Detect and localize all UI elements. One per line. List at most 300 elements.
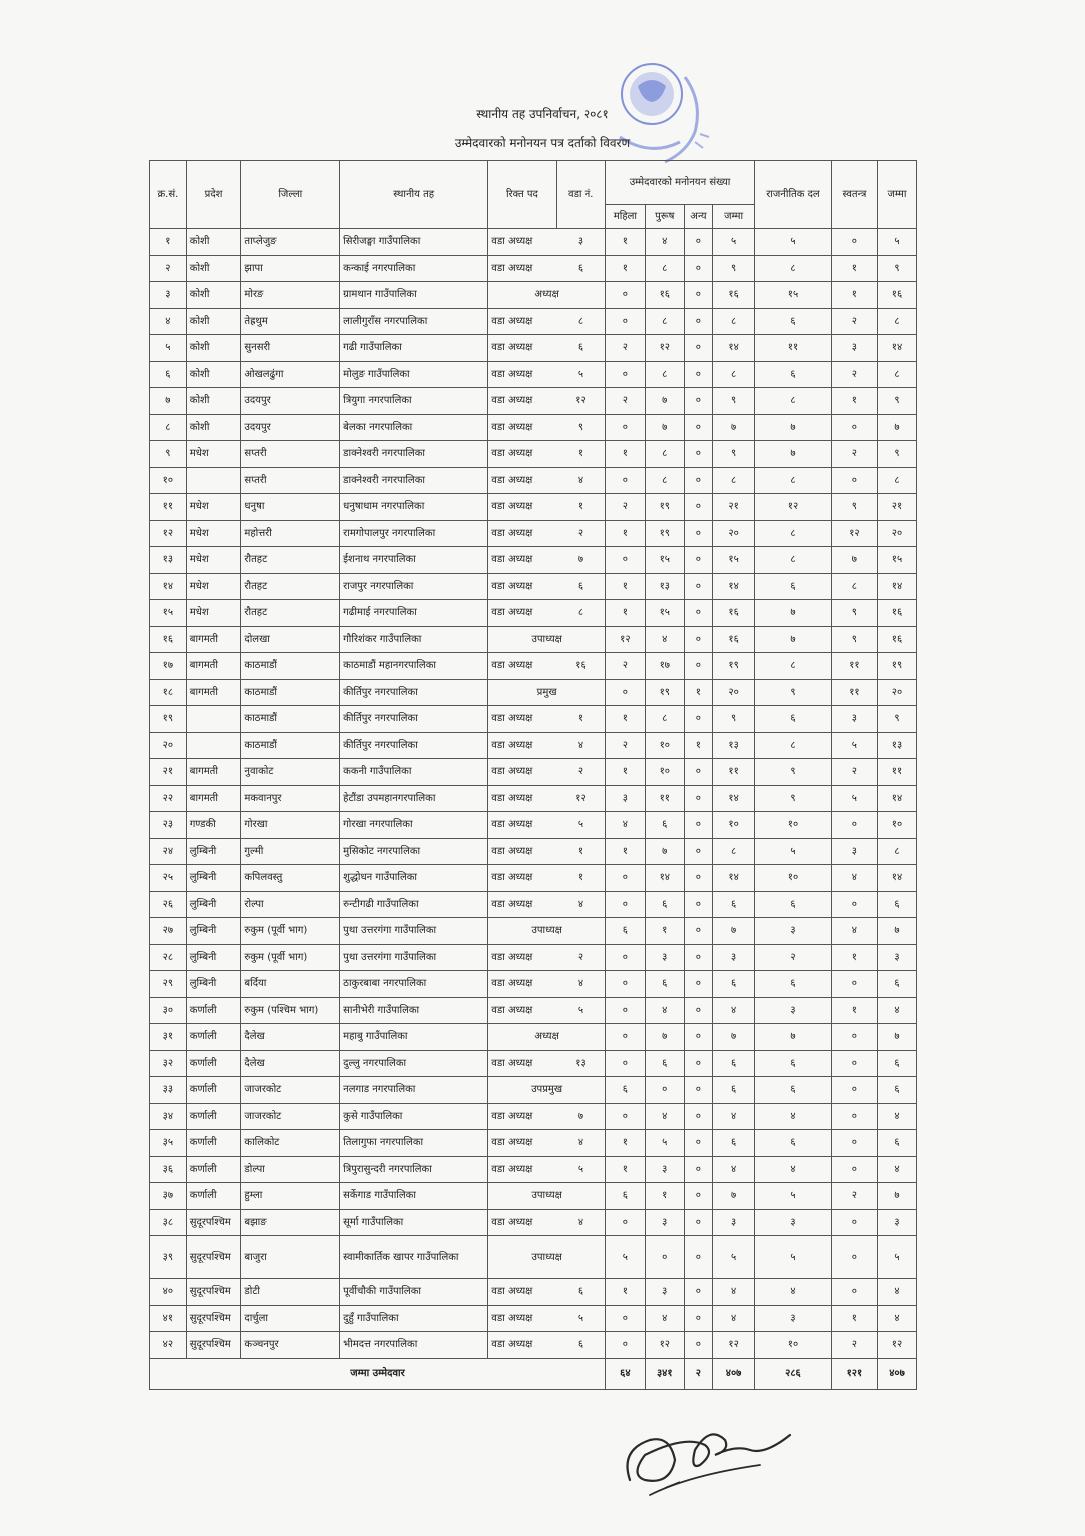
cell-district: रोल्पा bbox=[241, 891, 340, 918]
cell-male: ० bbox=[645, 1236, 684, 1279]
cell-party: ४ bbox=[755, 1103, 832, 1130]
cell-total: १६ bbox=[878, 626, 917, 653]
cell-sn: ३५ bbox=[150, 1130, 187, 1157]
cell-other: ० bbox=[684, 1130, 712, 1157]
cell-male: १७ bbox=[645, 653, 684, 680]
official-signature bbox=[610, 1400, 830, 1510]
cell-male: ४ bbox=[645, 1305, 684, 1332]
cell-female: ६ bbox=[605, 1077, 645, 1104]
cell-female: ० bbox=[605, 414, 645, 441]
cell-vacant-post: वडा अध्यक्ष bbox=[488, 573, 556, 600]
cell-female: ० bbox=[605, 1050, 645, 1077]
cell-party: ६ bbox=[755, 1077, 832, 1104]
cell-ward-no: २ bbox=[556, 759, 605, 786]
cell-male: ३ bbox=[645, 944, 684, 971]
cell-sum: ९ bbox=[713, 255, 755, 282]
cell-female: ० bbox=[605, 361, 645, 388]
cell-total: १४ bbox=[878, 335, 917, 362]
cell-district: दोलखा bbox=[241, 626, 340, 653]
cell-ward-no: ४ bbox=[556, 732, 605, 759]
cell-party: ६ bbox=[755, 1130, 832, 1157]
cell-male: ४ bbox=[645, 997, 684, 1024]
cell-vacant-post: वडा अध्यक्ष bbox=[488, 308, 556, 335]
header-male: पुरूष bbox=[645, 205, 684, 229]
cell-sn: २० bbox=[150, 732, 187, 759]
cell-other: ० bbox=[684, 335, 712, 362]
cell-sum: ४ bbox=[713, 997, 755, 1024]
cell-local-level: ठाकुरबाबा नगरपालिका bbox=[340, 971, 488, 998]
cell-male: १३ bbox=[645, 573, 684, 600]
cell-independent: २ bbox=[831, 1183, 877, 1210]
cell-other: ० bbox=[684, 547, 712, 574]
cell-local-level: त्रिपुरासुन्दरी नगरपालिका bbox=[340, 1156, 488, 1183]
cell-total: ९ bbox=[878, 255, 917, 282]
cell-sn: १२ bbox=[150, 520, 187, 547]
cell-total: ८ bbox=[878, 361, 917, 388]
cell-other: ० bbox=[684, 997, 712, 1024]
cell-other: ० bbox=[684, 255, 712, 282]
cell-female: ५ bbox=[605, 1236, 645, 1279]
cell-male: १९ bbox=[645, 679, 684, 706]
cell-vacant-post: वडा अध्यक्ष bbox=[488, 414, 556, 441]
nomination-table bbox=[149, 160, 917, 1390]
cell-party: ७ bbox=[755, 441, 832, 468]
header-total: जम्मा bbox=[878, 161, 917, 229]
table-row bbox=[150, 335, 917, 362]
cell-other: ० bbox=[684, 494, 712, 521]
table-row bbox=[150, 944, 917, 971]
cell-female: ० bbox=[605, 467, 645, 494]
cell-ward-no: ४ bbox=[556, 1209, 605, 1236]
cell-male: ८ bbox=[645, 706, 684, 733]
cell-ward-no: ५ bbox=[556, 997, 605, 1024]
cell-independent: १ bbox=[831, 997, 877, 1024]
cell-district: रुकुम (पूर्वी भाग) bbox=[241, 944, 340, 971]
cell-district: कालिकोट bbox=[241, 1130, 340, 1157]
cell-sn: ३ bbox=[150, 282, 187, 309]
cell-sum: १६ bbox=[713, 600, 755, 627]
cell-male: ४ bbox=[645, 1103, 684, 1130]
cell-vacant-post: प्रमुख bbox=[488, 679, 606, 706]
cell-other: ० bbox=[684, 467, 712, 494]
cell-sum: ५ bbox=[713, 1236, 755, 1279]
cell-female: ० bbox=[605, 865, 645, 892]
cell-province: कोशी bbox=[186, 229, 241, 256]
cell-sn: ३३ bbox=[150, 1077, 187, 1104]
cell-male: १६ bbox=[645, 282, 684, 309]
cell-male: १ bbox=[645, 918, 684, 945]
cell-total: ९ bbox=[878, 441, 917, 468]
cell-total: ८ bbox=[878, 838, 917, 865]
cell-party: ४ bbox=[755, 1156, 832, 1183]
cell-vacant-post: उपाध्यक्ष bbox=[488, 918, 606, 945]
total-grand: ४०७ bbox=[878, 1358, 917, 1389]
cell-local-level: दुल्लु नगरपालिका bbox=[340, 1050, 488, 1077]
cell-province: मधेश bbox=[186, 573, 241, 600]
cell-district: उदयपुर bbox=[241, 414, 340, 441]
cell-independent: १ bbox=[831, 388, 877, 415]
cell-local-level: राजपुर नगरपालिका bbox=[340, 573, 488, 600]
cell-party: २ bbox=[755, 944, 832, 971]
cell-sum: ६ bbox=[713, 1050, 755, 1077]
cell-sn: ३४ bbox=[150, 1103, 187, 1130]
cell-other: ० bbox=[684, 388, 712, 415]
cell-province: सुदूरपश्चिम bbox=[186, 1279, 241, 1306]
cell-vacant-post: वडा अध्यक्ष bbox=[488, 1103, 556, 1130]
cell-independent: ० bbox=[831, 1103, 877, 1130]
cell-party: ९ bbox=[755, 759, 832, 786]
cell-vacant-post: वडा अध्यक्ष bbox=[488, 653, 556, 680]
table-row bbox=[150, 1305, 917, 1332]
cell-district: बझाङ bbox=[241, 1209, 340, 1236]
total-female: ६४ bbox=[605, 1358, 645, 1389]
cell-district: गोरखा bbox=[241, 812, 340, 839]
cell-vacant-post: वडा अध्यक्ष bbox=[488, 229, 556, 256]
cell-ward-no: ७ bbox=[556, 1103, 605, 1130]
cell-party: ९ bbox=[755, 679, 832, 706]
cell-sum: १० bbox=[713, 812, 755, 839]
cell-local-level: गौरिशंकर गाउँपालिका bbox=[340, 626, 488, 653]
cell-province: कोशी bbox=[186, 361, 241, 388]
cell-female: १ bbox=[605, 1279, 645, 1306]
table-row bbox=[150, 732, 917, 759]
cell-ward-no: ५ bbox=[556, 1305, 605, 1332]
cell-sn: ११ bbox=[150, 494, 187, 521]
cell-male: १९ bbox=[645, 494, 684, 521]
cell-province: लुम्बिनी bbox=[186, 944, 241, 971]
cell-party: ६ bbox=[755, 1050, 832, 1077]
cell-total: ६ bbox=[878, 971, 917, 998]
cell-district: ताप्लेजुङ bbox=[241, 229, 340, 256]
cell-independent: १ bbox=[831, 282, 877, 309]
cell-independent: ० bbox=[831, 229, 877, 256]
cell-male: ८ bbox=[645, 255, 684, 282]
cell-sn: ९ bbox=[150, 441, 187, 468]
cell-ward-no: ५ bbox=[556, 361, 605, 388]
cell-province: कर्णाली bbox=[186, 1130, 241, 1157]
cell-sn: १ bbox=[150, 229, 187, 256]
cell-male: ११ bbox=[645, 785, 684, 812]
cell-local-level: मोलुङ गाउँपालिका bbox=[340, 361, 488, 388]
cell-total: ६ bbox=[878, 1130, 917, 1157]
cell-sum: २० bbox=[713, 679, 755, 706]
cell-local-level: कीर्तिपुर नगरपालिका bbox=[340, 679, 488, 706]
table-row bbox=[150, 520, 917, 547]
cell-sum: ४ bbox=[713, 1103, 755, 1130]
cell-total: ९ bbox=[878, 388, 917, 415]
cell-sn: ३० bbox=[150, 997, 187, 1024]
cell-vacant-post: वडा अध्यक्ष bbox=[488, 494, 556, 521]
table-row bbox=[150, 1103, 917, 1130]
cell-vacant-post: अध्यक्ष bbox=[488, 282, 606, 309]
cell-independent: १ bbox=[831, 944, 877, 971]
cell-female: ० bbox=[605, 308, 645, 335]
cell-independent: २ bbox=[831, 441, 877, 468]
total-party: २८६ bbox=[755, 1358, 832, 1389]
cell-province: मधेश bbox=[186, 494, 241, 521]
cell-other: ० bbox=[684, 1332, 712, 1359]
cell-independent: १ bbox=[831, 1305, 877, 1332]
cell-local-level: डाक्नेश्वरी नगरपालिका bbox=[340, 467, 488, 494]
cell-district: नुवाकोट bbox=[241, 759, 340, 786]
cell-ward-no: ६ bbox=[556, 1279, 605, 1306]
cell-male: ६ bbox=[645, 971, 684, 998]
cell-total: ७ bbox=[878, 414, 917, 441]
cell-province: लुम्बिनी bbox=[186, 891, 241, 918]
cell-vacant-post: वडा अध्यक्ष bbox=[488, 997, 556, 1024]
cell-male: १९ bbox=[645, 520, 684, 547]
cell-other: ० bbox=[684, 785, 712, 812]
cell-party: ७ bbox=[755, 600, 832, 627]
cell-local-level: रामगोपालपुर नगरपालिका bbox=[340, 520, 488, 547]
cell-vacant-post: वडा अध्यक्ष bbox=[488, 1332, 556, 1359]
cell-local-level: गढीमाई नगरपालिका bbox=[340, 600, 488, 627]
cell-district: सुनसरी bbox=[241, 335, 340, 362]
cell-vacant-post: उपाध्यक्ष bbox=[488, 626, 606, 653]
cell-sn: ४ bbox=[150, 308, 187, 335]
cell-sn: ८ bbox=[150, 414, 187, 441]
cell-province: कर्णाली bbox=[186, 1156, 241, 1183]
cell-province: सुदूरपश्चिम bbox=[186, 1236, 241, 1279]
table-row bbox=[150, 361, 917, 388]
cell-local-level: काठमाडौं महानगरपालिका bbox=[340, 653, 488, 680]
total-male: ३४१ bbox=[645, 1358, 684, 1389]
cell-vacant-post: वडा अध्यक्ष bbox=[488, 1156, 556, 1183]
cell-female: ० bbox=[605, 944, 645, 971]
cell-total: ४ bbox=[878, 1279, 917, 1306]
cell-party: ८ bbox=[755, 467, 832, 494]
cell-female: १ bbox=[605, 759, 645, 786]
cell-other: ० bbox=[684, 759, 712, 786]
cell-female: ० bbox=[605, 547, 645, 574]
cell-total: ७ bbox=[878, 1183, 917, 1210]
cell-province: लुम्बिनी bbox=[186, 865, 241, 892]
table-row bbox=[150, 706, 917, 733]
cell-other: ० bbox=[684, 1024, 712, 1051]
cell-vacant-post: वडा अध्यक्ष bbox=[488, 759, 556, 786]
cell-province: सुदूरपश्चिम bbox=[186, 1332, 241, 1359]
cell-male: ७ bbox=[645, 1024, 684, 1051]
cell-female: १२ bbox=[605, 626, 645, 653]
cell-district: रौतहट bbox=[241, 547, 340, 574]
cell-local-level: त्रियुगा नगरपालिका bbox=[340, 388, 488, 415]
cell-independent: ८ bbox=[831, 573, 877, 600]
cell-party: १२ bbox=[755, 494, 832, 521]
cell-party: ८ bbox=[755, 520, 832, 547]
cell-sum: ६ bbox=[713, 891, 755, 918]
cell-party: १० bbox=[755, 1332, 832, 1359]
cell-party: ३ bbox=[755, 918, 832, 945]
cell-ward-no: १ bbox=[556, 441, 605, 468]
cell-vacant-post: वडा अध्यक्ष bbox=[488, 865, 556, 892]
table-row bbox=[150, 1279, 917, 1306]
cell-local-level: सर्केगाड गाउँपालिका bbox=[340, 1183, 488, 1210]
cell-vacant-post: वडा अध्यक्ष bbox=[488, 706, 556, 733]
cell-local-level: गोरखा नगरपालिका bbox=[340, 812, 488, 839]
cell-province: कर्णाली bbox=[186, 1183, 241, 1210]
cell-total: १६ bbox=[878, 282, 917, 309]
cell-ward-no: ९ bbox=[556, 414, 605, 441]
cell-male: १० bbox=[645, 732, 684, 759]
cell-district: काठमाडौं bbox=[241, 706, 340, 733]
cell-total: ८ bbox=[878, 308, 917, 335]
cell-district: कपिलवस्तु bbox=[241, 865, 340, 892]
cell-female: ६ bbox=[605, 1183, 645, 1210]
cell-sum: ३ bbox=[713, 1209, 755, 1236]
total-sum: ४०७ bbox=[713, 1358, 755, 1389]
cell-total: १४ bbox=[878, 865, 917, 892]
cell-province: गण्डकी bbox=[186, 812, 241, 839]
cell-province: कोशी bbox=[186, 388, 241, 415]
cell-ward-no: ४ bbox=[556, 891, 605, 918]
cell-female: १ bbox=[605, 255, 645, 282]
cell-independent: २ bbox=[831, 759, 877, 786]
cell-sn: २४ bbox=[150, 838, 187, 865]
table-row bbox=[150, 467, 917, 494]
header-independent: स्वतन्त्र bbox=[831, 161, 877, 229]
cell-party: ५ bbox=[755, 1183, 832, 1210]
cell-sn: ७ bbox=[150, 388, 187, 415]
cell-ward-no: १२ bbox=[556, 785, 605, 812]
cell-sum: १४ bbox=[713, 335, 755, 362]
cell-other: ० bbox=[684, 282, 712, 309]
cell-other: ० bbox=[684, 865, 712, 892]
cell-ward-no: १६ bbox=[556, 653, 605, 680]
table-row bbox=[150, 229, 917, 256]
cell-sum: ६ bbox=[713, 971, 755, 998]
cell-vacant-post: वडा अध्यक्ष bbox=[488, 255, 556, 282]
cell-sn: ४२ bbox=[150, 1332, 187, 1359]
cell-total: १६ bbox=[878, 600, 917, 627]
cell-sn: १७ bbox=[150, 653, 187, 680]
cell-sum: ४ bbox=[713, 1279, 755, 1306]
cell-sum: ४ bbox=[713, 1156, 755, 1183]
cell-female: ३ bbox=[605, 785, 645, 812]
cell-other: १ bbox=[684, 679, 712, 706]
cell-local-level: लालीगुराँस नगरपालिका bbox=[340, 308, 488, 335]
cell-total: ८ bbox=[878, 467, 917, 494]
cell-total: १४ bbox=[878, 785, 917, 812]
cell-independent: ० bbox=[831, 467, 877, 494]
cell-other: ० bbox=[684, 706, 712, 733]
cell-district: बाजुरा bbox=[241, 1236, 340, 1279]
cell-vacant-post: वडा अध्यक्ष bbox=[488, 388, 556, 415]
cell-party: ५ bbox=[755, 838, 832, 865]
cell-local-level: पूर्वीचौकी गाउँपालिका bbox=[340, 1279, 488, 1306]
cell-male: १ bbox=[645, 1183, 684, 1210]
cell-female: १ bbox=[605, 573, 645, 600]
cell-total: ३ bbox=[878, 944, 917, 971]
cell-male: ७ bbox=[645, 838, 684, 865]
cell-district: रौतहट bbox=[241, 573, 340, 600]
cell-other: ० bbox=[684, 520, 712, 547]
cell-independent: २ bbox=[831, 1332, 877, 1359]
table-row bbox=[150, 600, 917, 627]
header-party: राजनीतिक दल bbox=[755, 161, 832, 229]
cell-local-level: शुद्धोधन गाउँपालिका bbox=[340, 865, 488, 892]
cell-district: मोरङ bbox=[241, 282, 340, 309]
cell-party: ६ bbox=[755, 573, 832, 600]
cell-sn: ३१ bbox=[150, 1024, 187, 1051]
cell-independent: ११ bbox=[831, 653, 877, 680]
cell-independent: ० bbox=[831, 1236, 877, 1279]
cell-local-level: बेलका नगरपालिका bbox=[340, 414, 488, 441]
cell-sum: ८ bbox=[713, 308, 755, 335]
cell-total: ४ bbox=[878, 1103, 917, 1130]
cell-province: सुदूरपश्चिम bbox=[186, 1209, 241, 1236]
cell-male: १० bbox=[645, 759, 684, 786]
cell-province: लुम्बिनी bbox=[186, 838, 241, 865]
cell-local-level: कीर्तिपुर नगरपालिका bbox=[340, 706, 488, 733]
cell-local-level: महाबु गाउँपालिका bbox=[340, 1024, 488, 1051]
cell-ward-no: ८ bbox=[556, 600, 605, 627]
cell-local-level: स्वामीकार्तिक खापर गाउँपालिका bbox=[340, 1236, 488, 1279]
cell-independent: ० bbox=[831, 1077, 877, 1104]
cell-district: रुकुम (पूर्वी भाग) bbox=[241, 918, 340, 945]
table-row bbox=[150, 1236, 917, 1279]
cell-sum: ९ bbox=[713, 441, 755, 468]
cell-province: मधेश bbox=[186, 600, 241, 627]
cell-sum: १६ bbox=[713, 626, 755, 653]
cell-party: ८ bbox=[755, 388, 832, 415]
cell-total: ६ bbox=[878, 1050, 917, 1077]
cell-female: ० bbox=[605, 971, 645, 998]
cell-sum: ५ bbox=[713, 229, 755, 256]
cell-ward-no: ४ bbox=[556, 971, 605, 998]
cell-sum: ११ bbox=[713, 759, 755, 786]
table-row bbox=[150, 971, 917, 998]
cell-party: ६ bbox=[755, 308, 832, 335]
cell-other: ० bbox=[684, 1050, 712, 1077]
cell-other: ० bbox=[684, 1236, 712, 1279]
cell-province bbox=[186, 732, 241, 759]
cell-sn: १० bbox=[150, 467, 187, 494]
cell-vacant-post: वडा अध्यक्ष bbox=[488, 441, 556, 468]
cell-vacant-post: वडा अध्यक्ष bbox=[488, 1279, 556, 1306]
cell-total: ११ bbox=[878, 759, 917, 786]
cell-other: ० bbox=[684, 600, 712, 627]
cell-sn: ४१ bbox=[150, 1305, 187, 1332]
table-row bbox=[150, 308, 917, 335]
cell-total: ३ bbox=[878, 1209, 917, 1236]
cell-ward-no: १ bbox=[556, 865, 605, 892]
cell-female: ० bbox=[605, 282, 645, 309]
cell-female: ० bbox=[605, 679, 645, 706]
cell-other: ० bbox=[684, 812, 712, 839]
cell-sn: ४० bbox=[150, 1279, 187, 1306]
cell-sn: २६ bbox=[150, 891, 187, 918]
cell-independent: १ bbox=[831, 255, 877, 282]
cell-district: बर्दिया bbox=[241, 971, 340, 998]
table-row bbox=[150, 918, 917, 945]
cell-local-level: हेटौंडा उपमहानगरपालिका bbox=[340, 785, 488, 812]
cell-male: ४ bbox=[645, 229, 684, 256]
cell-district: दार्चुला bbox=[241, 1305, 340, 1332]
cell-total: ९ bbox=[878, 706, 917, 733]
cell-male: ८ bbox=[645, 441, 684, 468]
cell-sn: २८ bbox=[150, 944, 187, 971]
cell-other: ० bbox=[684, 1279, 712, 1306]
header-province: प्रदेश bbox=[186, 161, 241, 229]
cell-vacant-post: वडा अध्यक्ष bbox=[488, 547, 556, 574]
cell-female: ० bbox=[605, 1024, 645, 1051]
cell-district: सप्तरी bbox=[241, 467, 340, 494]
cell-local-level: नलगाड नगरपालिका bbox=[340, 1077, 488, 1104]
cell-local-level: ग्रामथान गाउँपालिका bbox=[340, 282, 488, 309]
cell-party: ६ bbox=[755, 891, 832, 918]
cell-female: १ bbox=[605, 838, 645, 865]
cell-local-level: दुहुँ गाउँपालिका bbox=[340, 1305, 488, 1332]
